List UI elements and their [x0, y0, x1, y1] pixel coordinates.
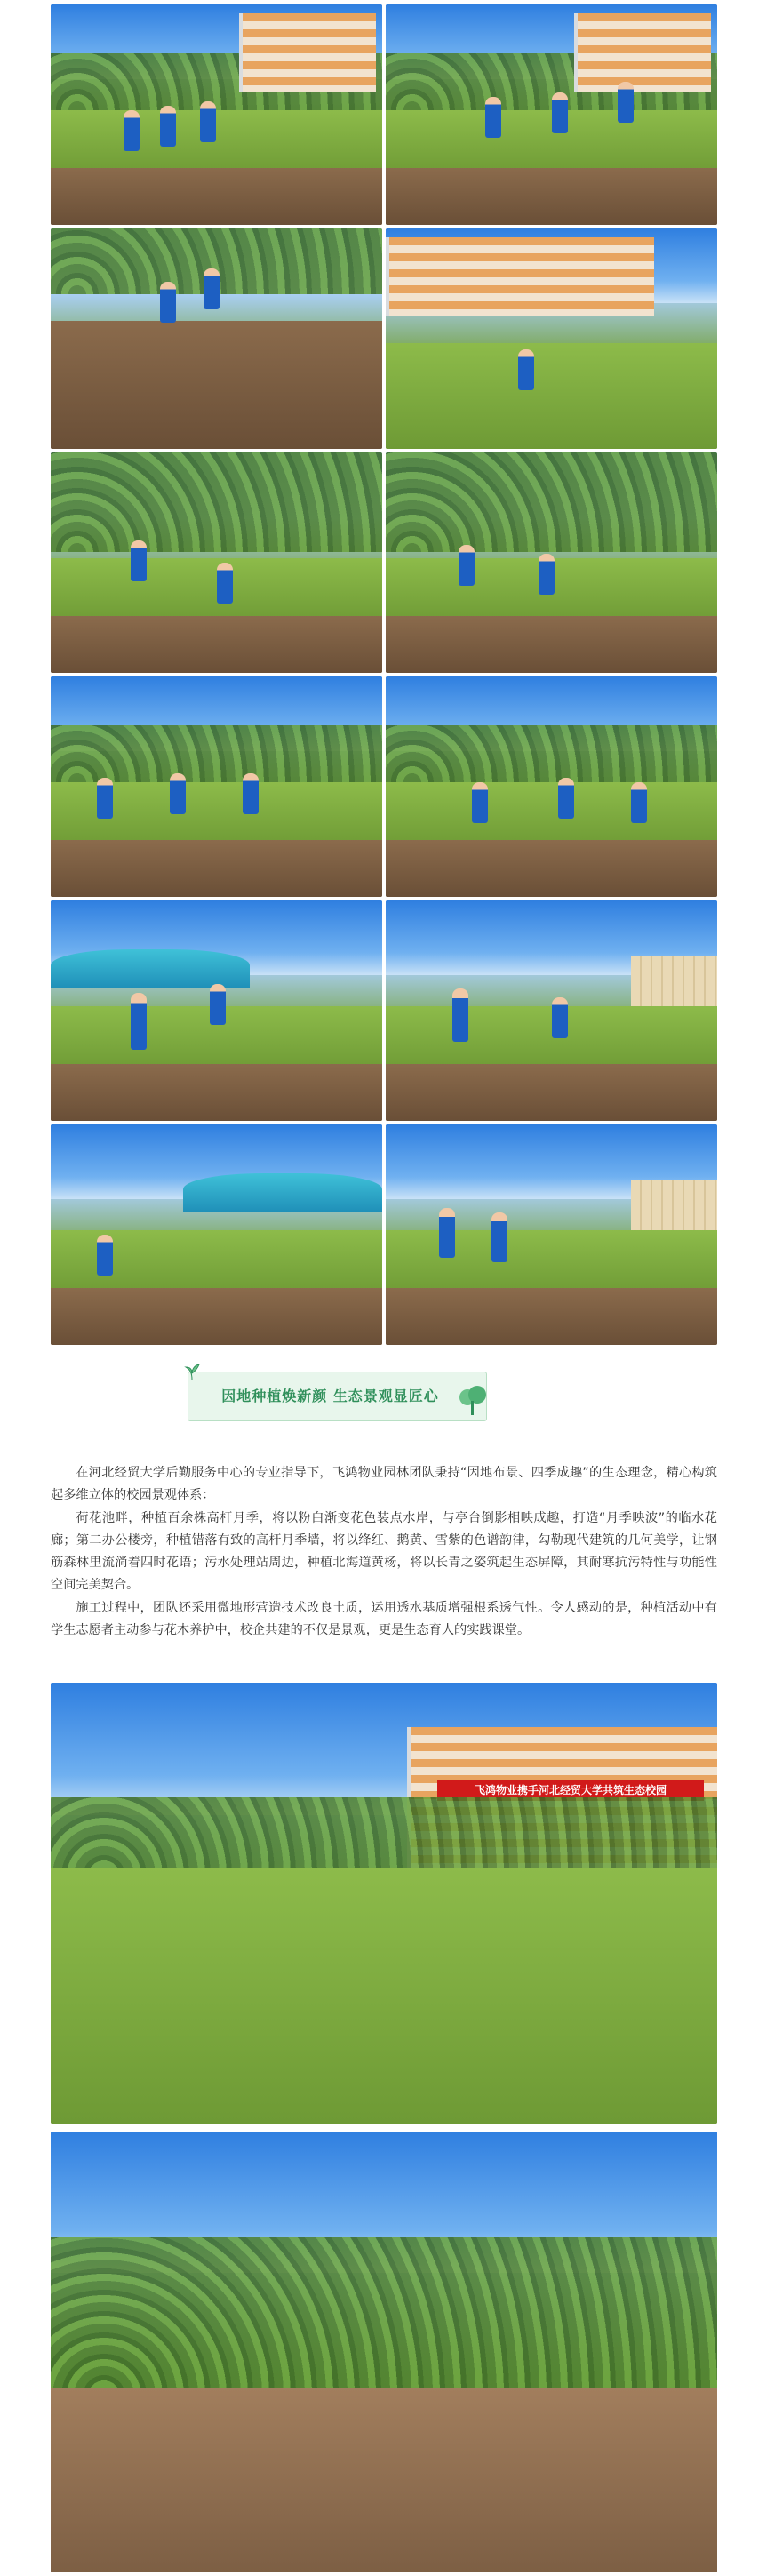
- campus-banner: 飞鸿物业携手河北经贸大学共筑生态校园: [437, 1780, 704, 1801]
- section-title: 因地种植焕新颜 生态景观显匠心: [221, 1388, 439, 1404]
- photo-9: [51, 900, 382, 1121]
- photo-11: [51, 1124, 382, 1345]
- photo-2: [386, 4, 717, 225]
- photo-12: [386, 1124, 717, 1345]
- photo-4: [386, 228, 717, 449]
- photo-10: [386, 900, 717, 1121]
- large-photo-1: [51, 1683, 717, 2124]
- paragraph-2: 荷花池畔，种植百余株高杆月季，将以粉白渐变花色装点水岸，与亭台倒影相映成趣，打造“月季映波”的临水花廊；第二办公楼旁，种植错落有致的高杆月季墙，将以绛红、鹅黄、雪紫的色谱韵律，勾勒现代建筑的几何美学，让钢筋森林里流淌着四时花语；污水处理站周边，种植北海道黄杨，将以长青之姿筑起生态屏障，其耐寒抗污特性与功能性空间完美契合。: [51, 1511, 717, 1592]
- photo-6: [386, 452, 717, 673]
- paragraph-1: 在河北经贸大学后勤服务中心的专业指导下，飞鸿物业园林团队秉持“因地布景、四季成趣”的生态理念，精心构筑起多维立体的校园景观体系：: [51, 1466, 717, 1502]
- photo-1: [51, 4, 382, 225]
- article-body: [51, 1462, 717, 1644]
- photo-7: [51, 676, 382, 897]
- photo-3: [51, 228, 382, 449]
- paragraph-3: 施工过程中，团队还采用微地形营造技术改良土质，运用透水基质增强根系透气性。令人感动的是，种植活动中有学生志愿者主动参与花木养护中，校企共建的不仅是景观，更是生态育人的实践课堂。: [51, 1601, 717, 1637]
- tree-icon: [458, 1385, 488, 1417]
- photo-8: [386, 676, 717, 897]
- large-photo-2: [51, 2132, 717, 2572]
- section-heading: [188, 1372, 487, 1421]
- photo-5: [51, 452, 382, 673]
- sprout-icon: [182, 1362, 202, 1381]
